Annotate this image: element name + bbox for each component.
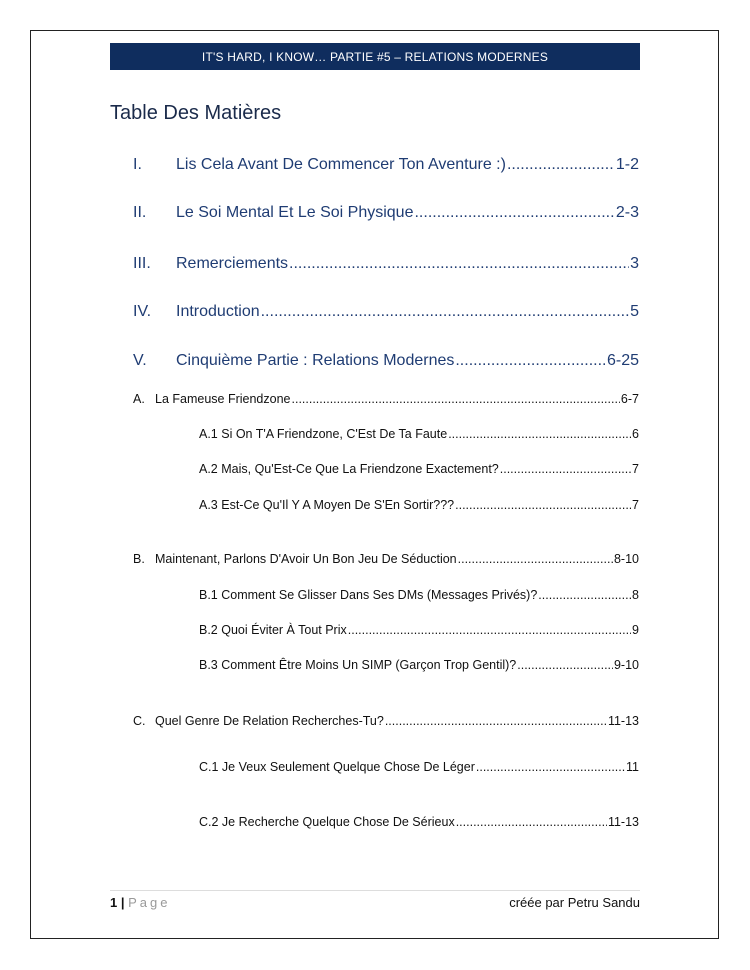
toc-entry-subsection[interactable] [199,815,639,829]
entry-number: C. [133,714,146,728]
entry-page: 7 [632,498,639,512]
entry-page: 2-3 [615,204,639,221]
page-label: Page [128,895,171,910]
toc-entry-subsection[interactable] [199,760,639,774]
dot-leader [289,255,629,273]
toc-entry-section[interactable] [133,392,639,406]
entry-number: I. [133,156,142,173]
separator: | [120,895,125,910]
entry-label: Quel Genre De Relation Recherches-Tu? [155,714,384,728]
entry-number: III. [133,255,151,272]
entry-page: 8 [632,588,639,602]
entry-number: A. [133,392,145,406]
toc-entry-main[interactable] [133,352,639,370]
entry-page: 6 [632,427,639,441]
dot-leader [348,623,631,637]
entry-label: B.3 Comment Être Moins Un SIMP (Garçon Trop Gentil)? [199,658,517,672]
entry-label: Introduction [176,303,260,320]
entry-page: 5 [630,303,639,320]
entry-label: A.2 Mais, Qu'Est-Ce Que La Friendzone Exactement? [199,462,499,476]
entry-page: 8-10 [613,552,639,566]
entry-label: C.1 Je Veux Seulement Quelque Chose De Léger [199,760,475,774]
dot-leader [456,815,607,829]
entry-label: Maintenant, Parlons D'Avoir Un Bon Jeu De Séduction [155,552,457,566]
footer-divider [110,890,640,891]
dot-leader [538,588,631,602]
dot-leader [517,658,613,672]
entry-label: C.2 Je Recherche Quelque Chose De Sérieux [199,815,455,829]
dot-leader [500,462,631,476]
dot-leader [458,552,613,566]
entry-label: Le Soi Mental Et Le Soi Physique [176,204,414,221]
entry-page: 11 [626,760,639,774]
page-number: 1 [110,895,118,910]
entry-number: V. [133,352,147,369]
dot-leader [261,303,629,321]
toc-entry-main[interactable] [133,156,639,174]
entry-number: IV. [133,303,152,320]
toc-entry-subsection[interactable] [199,498,639,512]
entry-page: 11-13 [607,815,639,829]
dot-leader [448,427,631,441]
entry-label: A.3 Est-Ce Qu'Il Y A Moyen De S'En Sortir??? [199,498,455,512]
footer-author: créée par Petru Sandu [509,895,640,910]
dot-leader [455,498,631,512]
entry-page: 6-7 [620,392,639,406]
toc-entry-main[interactable] [133,303,639,321]
dot-leader [455,352,606,370]
entry-label: B.2 Quoi Éviter À Tout Prix [199,623,347,637]
toc-entry-section[interactable] [133,552,639,566]
dot-leader [292,392,620,406]
entry-page: 9-10 [613,658,639,672]
toc-entry-main[interactable] [133,204,639,222]
toc-entry-subsection[interactable] [199,658,639,672]
toc-title: Table Des Matières [110,102,282,124]
entry-label: La Fameuse Friendzone [155,392,291,406]
dot-leader [385,714,607,728]
toc-entry-subsection[interactable] [199,462,639,476]
toc-entry-section[interactable] [133,714,639,728]
entry-page: 6-25 [606,352,639,369]
entry-label: Remerciements [176,255,289,272]
dot-leader [507,156,615,174]
footer-page [110,895,171,910]
entry-number: II. [133,204,147,221]
entry-number: B. [133,552,145,566]
entry-label: Lis Cela Avant De Commencer Ton Aventure :) [176,156,506,173]
entry-page: 3 [630,255,639,272]
toc-entry-subsection[interactable] [199,623,639,637]
entry-label: Cinquième Partie : Relations Modernes [176,352,455,369]
entry-label: A.1 Si On T'A Friendzone, C'Est De Ta Faute [199,427,448,441]
entry-page: 11-13 [607,714,639,728]
entry-page: 7 [632,462,639,476]
entry-page: 1-2 [615,156,639,173]
running-header: IT'S HARD, I KNOW… PARTIE #5 – RELATIONS MODERNES [110,43,640,70]
toc-entry-subsection[interactable] [199,427,639,441]
entry-page: 9 [632,623,639,637]
entry-label: B.1 Comment Se Glisser Dans Ses DMs (Messages Privés)? [199,588,538,602]
toc-entry-main[interactable] [133,255,639,273]
toc-entry-subsection[interactable] [199,588,639,602]
dot-leader [476,760,625,774]
dot-leader [414,204,614,222]
